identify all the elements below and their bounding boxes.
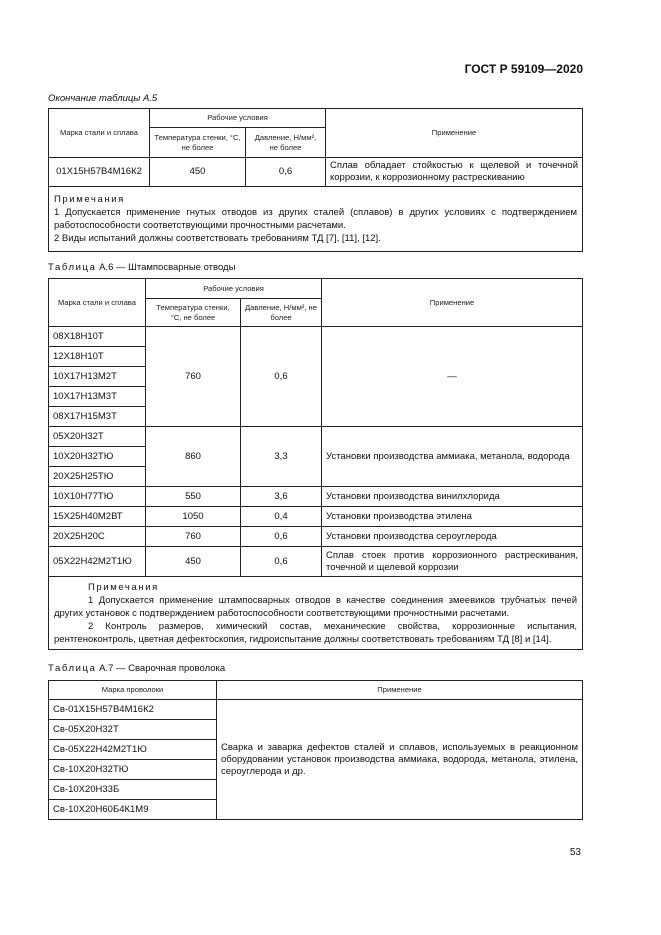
a5-col-grade: Марка стали и сплава: [49, 109, 150, 158]
a6-col-pressure: Давление, Н/мм², не более: [241, 299, 322, 327]
a6-pressure: 0,6: [241, 527, 322, 547]
a6-caption-label: Таблица: [48, 262, 97, 273]
table-a5-caption: Окончание таблицы А.5: [48, 93, 158, 104]
a7-caption-label: Таблица: [48, 663, 97, 674]
a7-wire: Св-01Х15Н57В4М16К2: [49, 700, 217, 720]
a7-wire: Св-05Х22Н42М2Т1Ю: [49, 740, 217, 760]
a6-group2-application: Установки производства аммиака, метанола, водорода: [322, 427, 583, 487]
table-row: [49, 700, 583, 720]
a6-group2-pressure: 3,3: [241, 427, 322, 487]
table-row: [49, 487, 583, 507]
a6-group2-temp: 860: [146, 427, 241, 487]
a6-col-grade: Марка стали и сплава: [49, 279, 146, 327]
a5-note-2: 2 Виды испытаний должны соответствовать требованиям ТД [7], [11], [12].: [54, 233, 381, 244]
a5-col-conditions: Рабочие условия: [150, 109, 326, 128]
a5-notes-title: Примечания: [54, 194, 125, 205]
table-row: [49, 547, 583, 577]
a6-col-conditions: Рабочие условия: [146, 279, 322, 299]
a7-col-wire: Марка проволоки: [49, 681, 217, 700]
a6-col-application: Применение: [322, 279, 583, 327]
a6-pressure: 0,4: [241, 507, 322, 527]
a7-wire: Св-10Х20Н33Б: [49, 780, 217, 800]
a6-col-temp: Температура стенки, °С, не более: [146, 299, 241, 327]
a5-col-application: Применение: [326, 109, 583, 158]
a7-wire: Св-05Х20Н32Т: [49, 720, 217, 740]
table-a6-caption: [48, 262, 235, 273]
a5-grade: 01Х15Н57В4М16К2: [49, 158, 150, 187]
a6-grade: 10Х17Н13М2Т: [49, 367, 146, 387]
a6-caption-text: А.6 — Штампосварные отводы: [99, 262, 236, 273]
a6-note-2: 2 Контроль размеров, химический состав, механические свойства, коррозионные испытания, рентгеноконтроль, цветная дефектоскопия, гидроиспытание должны соответствовать требованиям ТД [8] и [14].: [54, 620, 578, 645]
a6-grade: 20Х25Н25ТЮ: [49, 467, 146, 487]
a7-application: Сварка и заварка дефектов сталей и сплавов, используемых в реакционном оборудовании установок производства аммиака, водорода, метанола, этилена, сероуглерода и др.: [217, 700, 583, 820]
a5-note-1: 1 Допускается применение гнутых отводов из других сталей (сплавов) в других условиях с подтверждением работоспособности соответствующими прочностными расчетами.: [54, 207, 578, 231]
a6-grade: 08Х17Н15М3Т: [49, 407, 146, 427]
a6-pressure: 0,6: [241, 547, 322, 577]
a6-temp: 450: [146, 547, 241, 577]
a6-grade: 05Х22Н42М2Т1Ю: [49, 547, 146, 577]
page-number: 53: [569, 847, 581, 858]
a6-temp: 760: [146, 527, 241, 547]
table-a5: [48, 108, 583, 252]
a7-caption-text: А.7 — Сварочная проволока: [99, 663, 226, 674]
a6-grade: 08Х18Н10Т: [49, 327, 146, 347]
a6-temp: 1050: [146, 507, 241, 527]
a6-grade: 10Х10Н77ТЮ: [49, 487, 146, 507]
table-row: [49, 427, 583, 447]
a6-grade: 20Х25Н20С: [49, 527, 146, 547]
table-row: [49, 507, 583, 527]
a5-col-pressure: Давление, Н/мм², не более: [246, 128, 326, 158]
table-row: [49, 527, 583, 547]
a6-application: Сплав стоек против коррозионного растрескивания, точечной и щелевой коррозии: [322, 547, 583, 577]
table-a7: [48, 680, 583, 820]
table-row: [49, 158, 583, 187]
a5-notes: [49, 187, 583, 252]
a6-temp: 550: [146, 487, 241, 507]
a7-wire: Св-10Х20Н32ТЮ: [49, 760, 217, 780]
a5-col-temp: Температура стенки, °С, не более: [150, 128, 246, 158]
a6-notes-title: Примечания: [88, 581, 159, 593]
a5-pressure: 0,6: [246, 158, 326, 187]
a6-group1-application: —: [322, 327, 583, 427]
table-a6: [48, 278, 583, 650]
table-row: [49, 327, 583, 347]
standard-number: ГОСТ Р 59109—2020: [464, 62, 583, 76]
a6-grade: 10Х17Н13М3Т: [49, 387, 146, 407]
a6-grade: 12Х18Н10Т: [49, 347, 146, 367]
a7-wire: Св-10Х20Н60Б4К1М9: [49, 800, 217, 820]
a6-group1-temp: 760: [146, 327, 241, 427]
a7-col-application: Применение: [217, 681, 583, 700]
a6-note-1: 1 Допускается применение штампосварных отводов в качестве соединения змеевиков трубчатых печей других установок с подтверждением работоспособности соответствующими прочностными расчетами.: [54, 594, 578, 619]
a5-application: Сплав обладает стойкостью к щелевой и точечной коррозии, к коррозионному растрескиванию: [326, 158, 583, 187]
a6-grade: 15Х25Н40М2ВТ: [49, 507, 146, 527]
a6-pressure: 3,6: [241, 487, 322, 507]
a6-application: Установки производства винилхлорида: [322, 487, 583, 507]
a6-grade: 05Х20Н32Т: [49, 427, 146, 447]
a5-temp: 450: [150, 158, 246, 187]
a6-group1-pressure: 0,6: [241, 327, 322, 427]
a6-application: Установки производства сероуглерода: [322, 527, 583, 547]
a6-notes: [49, 577, 583, 650]
table-a7-caption: [48, 663, 225, 674]
a6-application: Установки производства этилена: [322, 507, 583, 527]
a6-grade: 10Х20Н32ТЮ: [49, 447, 146, 467]
